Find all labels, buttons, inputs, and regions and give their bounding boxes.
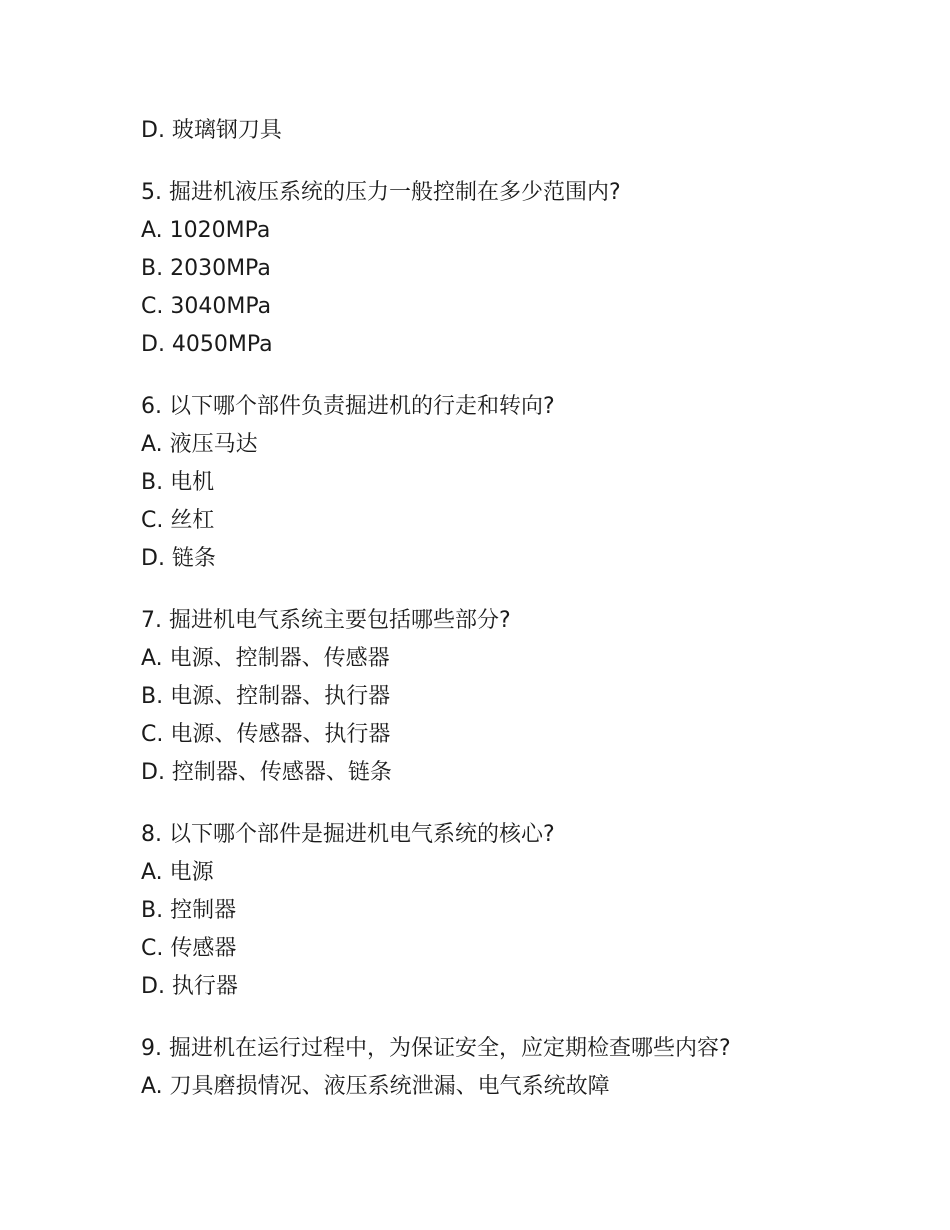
option-a: A. 液压马达 — [141, 432, 258, 457]
option-c: C. 3040MPa — [141, 294, 272, 319]
question-text: 9. 掘进机在运行过程中，为保证安全，应定期检查哪些内容? — [141, 1036, 731, 1061]
question-text: 7. 掘进机电气系统主要包括哪些部分? — [141, 608, 511, 633]
question-text: 8. 以下哪个部件是掘进机电气系统的核心? — [141, 822, 555, 847]
question-7 — [141, 602, 831, 792]
question-text: 6. 以下哪个部件负责掘进机的行走和转向? — [141, 394, 555, 419]
question-6 — [141, 388, 831, 578]
option-d: D. 执行器 — [141, 974, 238, 999]
option-c: C. 丝杠 — [141, 508, 215, 533]
option-d-previous: D. 玻璃钢刀具 — [141, 118, 282, 143]
question-8 — [141, 816, 831, 1006]
option-b: B. 电机 — [141, 470, 215, 495]
option-b: B. 2030MPa — [141, 256, 271, 281]
option-a: A. 刀具磨损情况、液压系统泄漏、电气系统故障 — [141, 1074, 610, 1099]
option-a: A. 电源、控制器、传感器 — [141, 646, 390, 671]
question-5 — [141, 174, 831, 364]
option-a: A. 1020MPa — [141, 218, 271, 243]
option-b: B. 电源、控制器、执行器 — [141, 684, 391, 709]
option-d: D. 控制器、传感器、链条 — [141, 760, 392, 785]
option-a: A. 电源 — [141, 860, 214, 885]
document-page — [141, 112, 831, 1106]
option-c: C. 传感器 — [141, 936, 237, 961]
option-b: B. 控制器 — [141, 898, 237, 923]
option-c: C. 电源、传感器、执行器 — [141, 722, 391, 747]
question-9 — [141, 1030, 831, 1106]
question-text: 5. 掘进机液压系统的压力一般控制在多少范围内? — [141, 180, 621, 205]
option-d: D. 链条 — [141, 546, 216, 571]
option-d: D. 4050MPa — [141, 332, 273, 357]
